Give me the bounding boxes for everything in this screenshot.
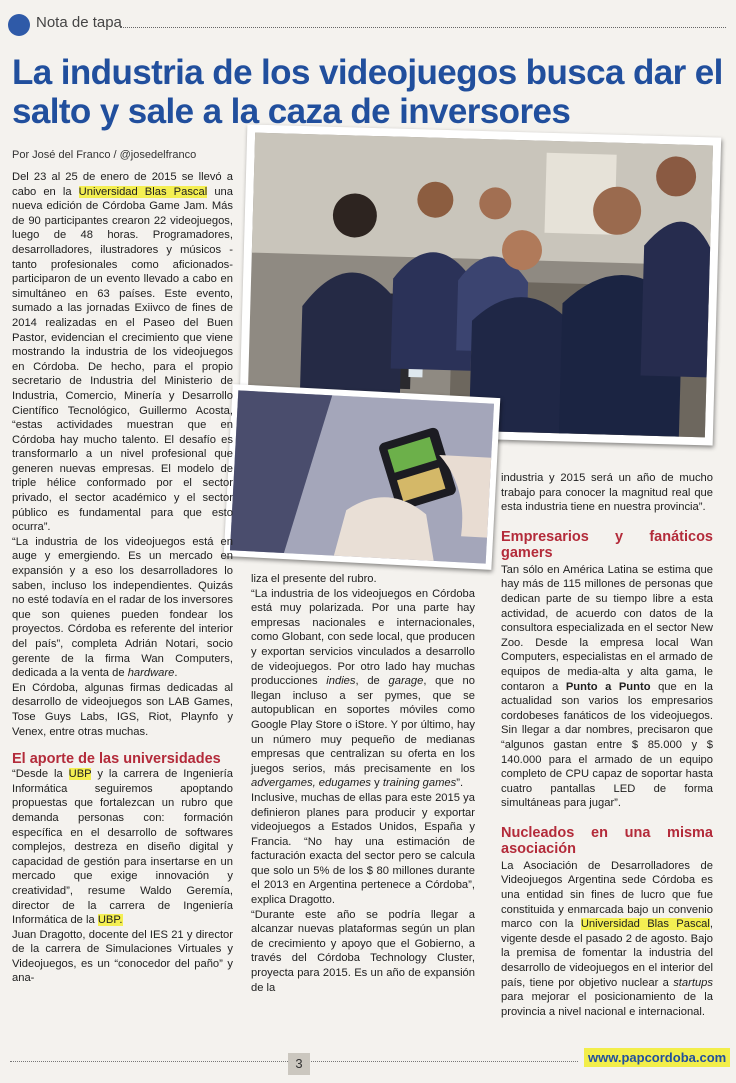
paragraph: Juan Dragotto, docente del IES 21 y director de la carrera de Simulaciones Virtuales y Videojuegos, es un “conocedor del paño” y ana- <box>12 928 233 985</box>
paragraph: “Desde la UBP y la carrera de Ingeniería Informática seguiremos apoptando propuestas que fortalezcan un rubro que demanda personas con: formación específica en el desarrollo de softwares complejos, destreza en diseño digital y capacidad de gestión para insertarse en un mercado que exige innovación y creatividad”, resume Waldo Geremía, director de la carrera de Ingeniería Informática de la UBP. <box>12 768 233 927</box>
highlighted-text: Universidad Blas Pascal <box>78 185 208 198</box>
section-divider <box>120 27 726 28</box>
paragraph: En Córdoba, algunas firmas dedicadas al desarrollo de videojuegos son LAB Games, Tose Guys Labs, IGS, Riot, Playnfo y Venex, entre otras muchas. <box>12 681 233 738</box>
paragraph: Del 23 al 25 de enero de 2015 se llevó a cabo en la Universidad Blas Pascal una nueva edición de Córdoba Game Jam. Más de 90 participantes crearon 22 videojuegos, luego de 48 horas. Programadores, desarrolladores, ilustradores y músicos -tanto profesionales como aficionados- participaron de un evento llevado a cabo en simultáneo en 63 países. Este evento, sumado a las jornadas Exiivco de fines de 2014 realizadas en el Paseo del Buen Pastor, evidencian el crecimiento que viene mostrando la industria de los videojuegos en Córdoba. De hecho, para el propio secretario de Industria del Ministerio de Industria, Comercio, Minería y Desarrollo Científico Tecnológico, Guillermo Acosta, “estas actividades muestran que en Córdoba hay mucho talento. El desafío es transformarlo a un nivel profesional que generen nuevas empresas. El modelo de triple hélice conformado por el sector privado, el sector académico y el sector público es fundamental para que esto ocurra”. <box>12 171 233 534</box>
paragraph: La Asociación de Desarrolladores de Videojuegos Argentina sede Córdoba es una entidad sin fines de lucro que fue constituida y enmarcada bajo un convenio marco con la Universidad Blas Pascal, vigente desde el pasado 2 de agosto. Bajo la premisa de fomentar la industria del desarrollo de videojuegos en el interior del país, tiene por objetivo nuclear a startups para mejorar el posicionamiento de la provincia a nivel nacional e internacional. <box>501 859 713 1018</box>
subhead-asociacion: Nucleados en una misma asociación <box>501 824 713 857</box>
page-number: 3 <box>288 1053 310 1075</box>
paragraph: industria y 2015 será un año de mucho trabajo para conocer la magnitud real que esta industria tiene en nuestra provincia”. <box>501 472 713 514</box>
section-label: Nota de tapa <box>36 14 122 31</box>
footer-url-link[interactable]: www.papcordoba.com <box>584 1048 730 1067</box>
paragraph: “La industria de los videojuegos en Córdoba está muy polarizada. Por una parte hay empresas nacionales e internacionales, como Globant, con sede local, que producen y exportan servicios vinculados a desarrollo de videojuegos. Por otro lado hay muchas producciones indies, de garage, que no llegan incluso a ser pymes, que se autopublican en soportes móviles como Google Play Store o iStore. Y por último, hay un número muy pequeño de medianas empresas que centralizan su oferta en los juegos serios, más precisamente en los advergames, edugames y training games”. <box>251 587 475 790</box>
paragraph: “La industria de los videojuegos está en auge y emergiendo. Es un mercado en expansión y a eso los desarrolladores lo saben, incluso los independientes. Quizás no esté todavía en el radar de los inversores que son quienes pueden fondear los proyectos. Córdoba es referente del interior del país”, completa Adrián Notari, socio gerente de la firma Wan Computers, dedicada a la venta de hardware. <box>12 535 233 680</box>
handheld-photo <box>224 384 501 570</box>
paragraph: Tan sólo en América Latina se estima que hay más de 115 millones de personas que dedican parte de su tiempo libre a esta actividad, de acuerdo con datos de la consultora especializada en el sector New Zoo. Desde la empresa local Wan Computers, especialistas en el armado de equipos de media-alta y alta gama, le contaron a Punto a Punto que en la actualidad son varios los empresarios cordobeses fanáticos de los videojuegos. Sin llegar a dar nombres, precisaron que “algunos gastan entre $ 85.000 y $ 140.000 para el armado de un equipo completo de CPU capaz de soportar hasta cuatro pantallas LED de forma simultáneas para jugar”. <box>501 563 713 810</box>
paragraph: Inclusive, muchas de ellas para este 2015 ya definieron planes para producir y exportar videojuegos a Estados Unidos, España y Francia. “No hay una estimación de facturación exacta del sector pero se calcula que solo un 5% de los $ 80 millones durante el 2013 en Argentina pertenece a Córdoba”, explica Dragotto. <box>251 791 475 907</box>
highlighted-text: UBP <box>68 768 92 781</box>
column-2 <box>251 572 475 995</box>
highlighted-text: UBP. <box>97 914 123 927</box>
subhead-universidades: El aporte de las universidades <box>12 751 221 768</box>
column-1 <box>12 170 233 986</box>
paragraph: “Durante este año se podría llegar a alcanzar nuevas plataformas según un plan de crecimiento y apoyo que el Gobierno, a través del Córdoba Technology Cluster, proyecta para 2015. Es un año de expansión de la <box>251 908 475 994</box>
byline: Por José del Franco / @josedelfranco <box>12 149 197 161</box>
subhead-empresarios: Empresarios y fanáticos gamers <box>501 528 713 561</box>
column-3 <box>501 471 713 1019</box>
paragraph: liza el presente del rubro. <box>251 573 377 585</box>
handheld-console-photo <box>224 384 501 570</box>
highlighted-text: Universidad Blas Pascal <box>580 918 710 931</box>
section-bullet-icon <box>8 14 30 36</box>
headline: La industria de los videojuegos busca dar el salto y sale a la caza de inversores <box>12 53 723 131</box>
